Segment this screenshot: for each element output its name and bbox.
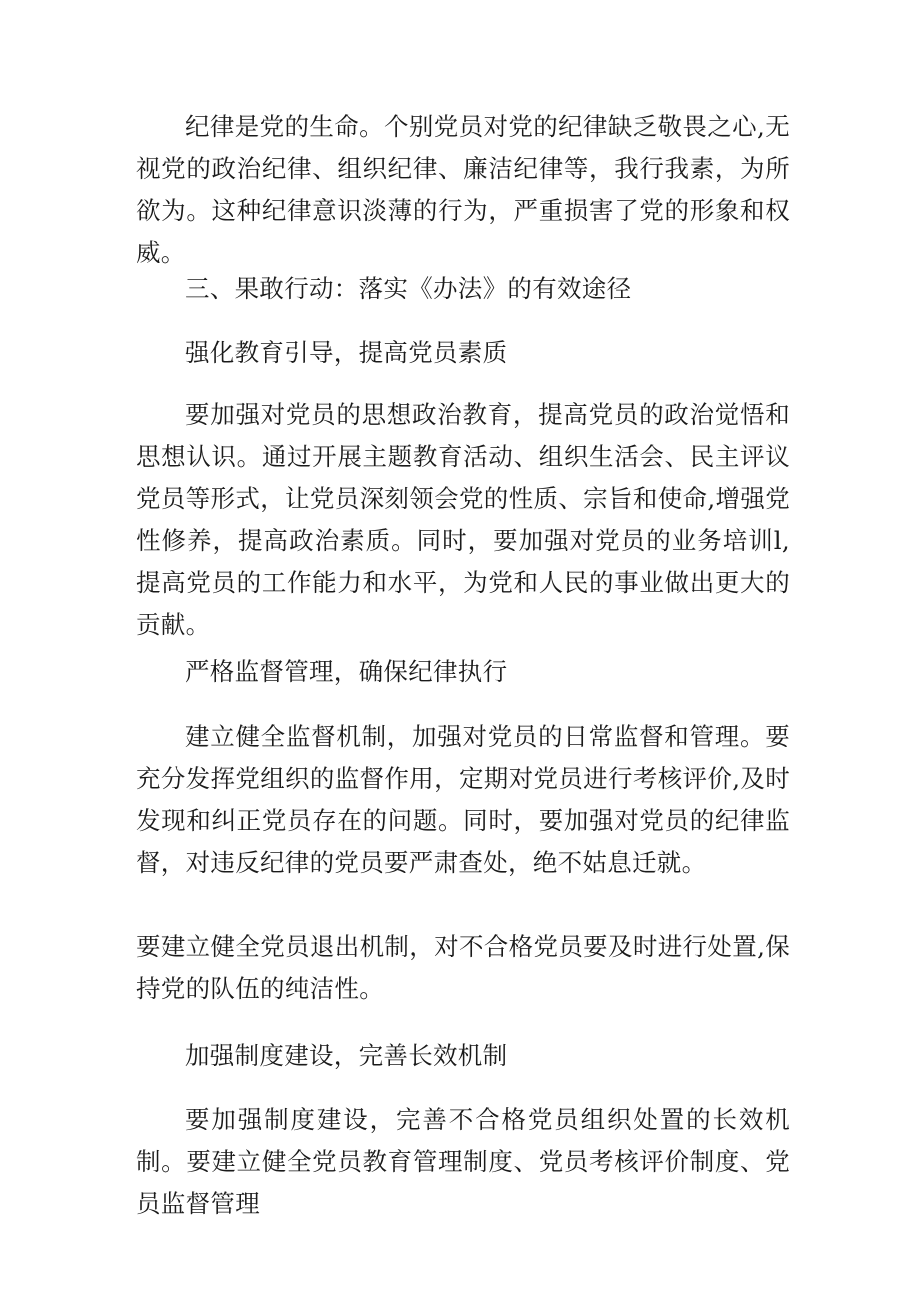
sub-heading-institution: 加强制度建设，完善长效机制	[185, 1041, 508, 1070]
paragraph-supervision: 建立健全监督机制，加强对党员的日常监督和管理。要充分发挥党组织的监督作用，定期对党员进行考核评价,及时发现和纠正党员存在的问题。同时，要加强对党员的纪律监督，对违反纪律的党员要严肃查处，绝不姑息迁就。	[136, 722, 790, 877]
paragraph-education: 要加强对党员的思想政治教育，提高党员的政治觉悟和思想认识。通过开展主题教育活动、组织生活会、民主评议党员等形式，让党员深刻领会党的性质、宗旨和使命,增强党性修养，提高政治素质。同时，要加强对党员的业务培训l,提高党员的工作能力和水平，为党和人民的事业做出更大的贡献。	[136, 400, 790, 639]
section-heading-three: 三、果敢行动：落实《办法》的有效途径	[185, 274, 632, 303]
sub-heading-education: 强化教育引导，提高党员素质	[185, 338, 508, 367]
sub-heading-supervision: 严格监督管理，确保纪律执行	[185, 657, 508, 686]
paragraph-institution: 要加强制度建设，完善不合格党员组织处置的长效机制。要建立健全党员教育管理制度、党员考核评价制度、党员监督管理	[136, 1105, 790, 1218]
paragraph-exit-mechanism: 要建立健全党员退出机制，对不合格党员要及时进行处置,保持党的队伍的纯洁性。	[136, 932, 790, 1003]
paragraph-discipline: 纪律是党的生命。个别党员对党的纪律缺乏敬畏之心,无视党的政治纪律、组织纪律、廉洁纪律等，我行我素，为所欲为。这种纪律意识淡薄的行为，严重损害了党的形象和权威。	[136, 112, 790, 267]
